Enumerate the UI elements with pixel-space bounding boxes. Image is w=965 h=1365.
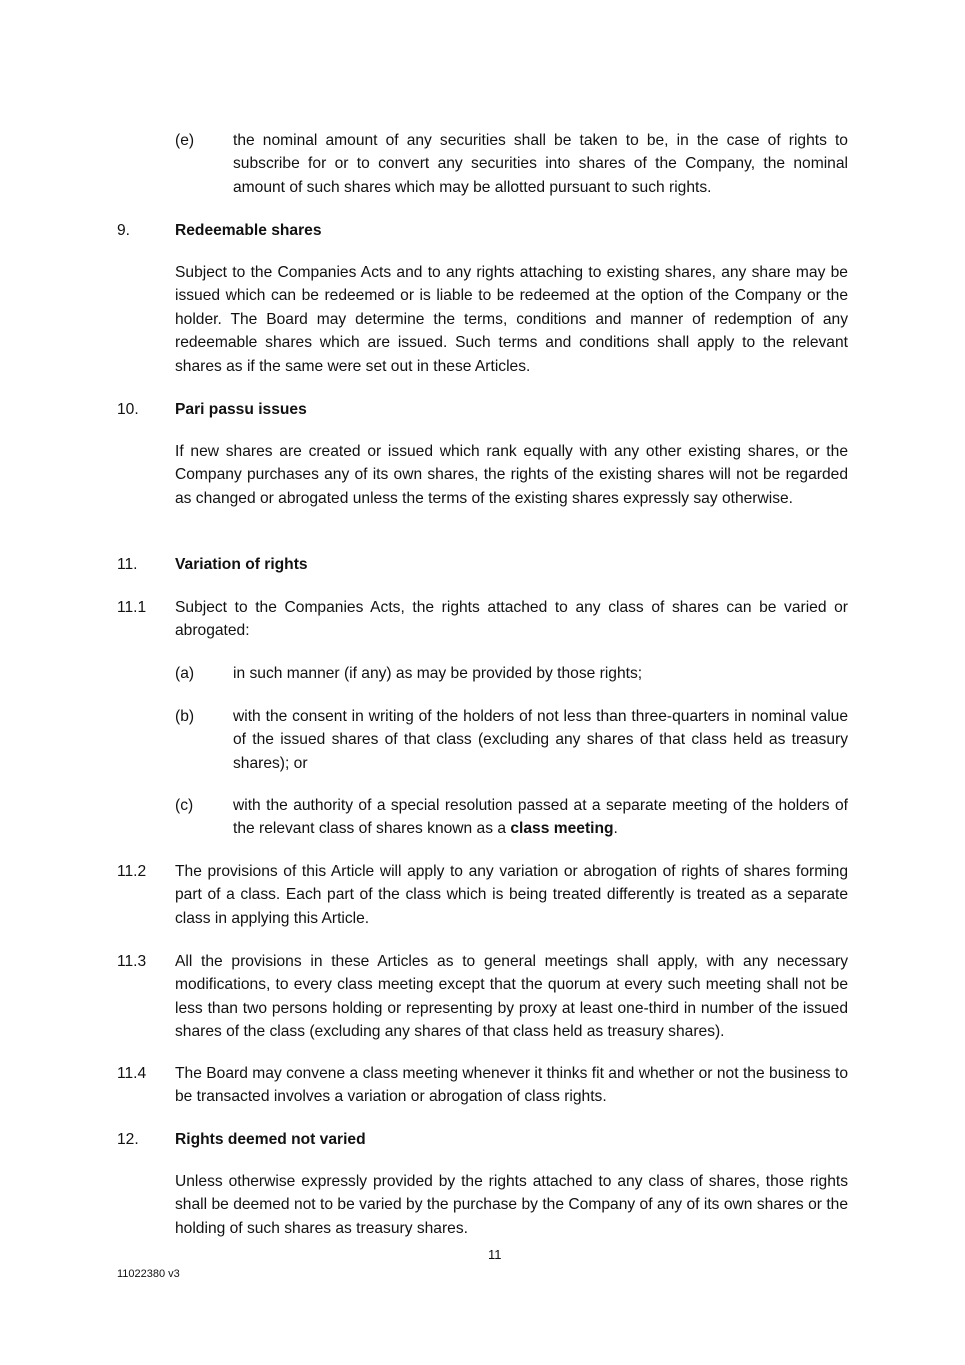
section-number-12: 12. — [117, 1131, 139, 1148]
section-text-10: If new shares are created or issued which rank equally with any other existing shares, or the Company purchases any of its own shares, the rights of the existing shares will not be regarded as changed or abrogated unless the terms of the existing shares expressly say otherwise. — [175, 443, 848, 507]
item-text-b: with the consent in writing of the holders of not less than three-quarters in nominal value of the issued shares of that class (excluding any shares of that class held as treasury shares); or — [233, 708, 848, 772]
section-heading-9: Redeemable shares — [175, 222, 322, 239]
section-text-12: Unless otherwise expressly provided by the rights attached to any class of shares, those rights shall be deemed not to be varied by the purchase by the Company of any of its own shares or the holding of such shares as treasury shares. — [175, 1173, 848, 1237]
clause-text-11-1: Subject to the Companies Acts, the rights attached to any class of shares can be varied or abrogated: — [175, 599, 848, 640]
item-label-a: (a) — [175, 665, 195, 682]
item-label-c: (c) — [175, 797, 194, 814]
clause-number-11-2: 11.2 — [117, 863, 147, 880]
document-reference: 11022380 v3 — [117, 1268, 180, 1280]
item-text-e: the nominal amount of any securities shall be taken to be, in the case of rights to subscribe for or to convert any securities into shares of the Company, the nominal amount of such shares which may be allotted pursuant to such rights. — [233, 132, 848, 196]
item-label-e: (e) — [175, 132, 195, 149]
section-text-9: Subject to the Companies Acts and to any rights attaching to existing shares, any share may be issued which can be redeemed or is liable to be redeemed at the option of the Company or the holder. The Board may determine the terms, conditions and manner of redemption of any redeemable shares which are issued. Such terms and conditions shall apply to the relevant shares as if the same were set out in these Articles. — [175, 264, 848, 375]
section-number-10: 10. — [117, 401, 139, 418]
item-label-b: (b) — [175, 708, 195, 725]
defined-term-class-meeting: class meeting — [510, 820, 614, 838]
page-number: 11 — [488, 1247, 502, 1262]
section-heading-10: Pari passu issues — [175, 401, 307, 418]
clause-text-11-3: All the provisions in these Articles as to general meetings shall apply, with any necessary modifications, to every class meeting except that the quorum at every such meeting shall not be less than two persons holding or representing by proxy at least one-third in number of the issued shares of the class (excluding any shares of that class held as treasury shares). — [175, 953, 848, 1041]
section-heading-12: Rights deemed not varied — [175, 1131, 366, 1148]
clause-text-11-2: The provisions of this Article will apply to any variation or abrogation of rights of shares forming part of a class. Each part of the class which is being treated differently is treated as a separate class in applying this Article. — [175, 863, 848, 927]
section-number-9: 9. — [117, 222, 131, 239]
item-text-c — [233, 794, 848, 841]
clause-number-11-3: 11.3 — [117, 953, 147, 970]
section-number-11: 11. — [117, 556, 138, 573]
section-heading-11: Variation of rights — [175, 556, 308, 573]
item-text-c-before: with the authority of a special resolution passed at a separate meeting of the holders of the relevant class of shares known as a — [233, 797, 848, 838]
item-text-c-after: . — [613, 820, 618, 838]
clause-number-11-4: 11.4 — [117, 1065, 147, 1082]
clause-text-11-4: The Board may convene a class meeting whenever it thinks fit and whether or not the business to be transacted involves a variation or abrogation of class rights. — [175, 1065, 848, 1106]
clause-number-11-1: 11.1 — [117, 599, 147, 616]
item-text-a: in such manner (if any) as may be provided by those rights; — [233, 665, 643, 682]
